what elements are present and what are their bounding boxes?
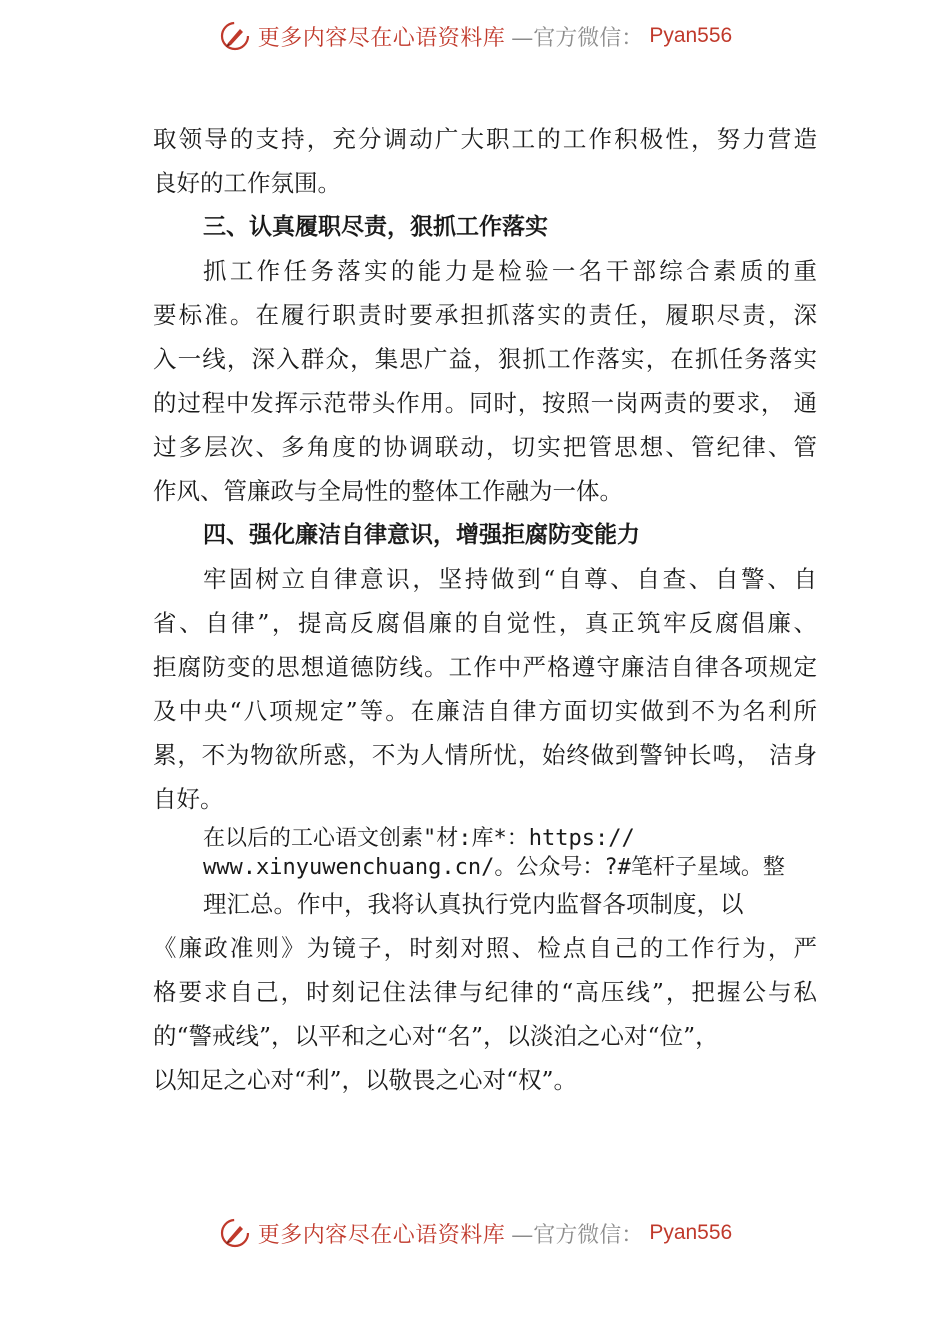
text-line: www.xinyuwenchuang.cn/。公众号：?#笔杆子星域。整 — [203, 855, 785, 880]
document-body — [153, 117, 817, 1102]
text-line: 入一线，深入群众，集思广益，狠抓工作落实，在抓任务落实 — [153, 345, 817, 373]
text-line: 格要求自己，时刻记住法律与纪律的“高压线”，把握公与私 — [153, 978, 817, 1006]
footer-banner — [0, 1213, 950, 1253]
text-line: 以知足之心对“利”，以敬畏之心对“权”。 — [153, 1066, 578, 1094]
text-line: 省、自律”，提高反腐倡廉的自觉性，真正筑牢反腐倡廉、 — [153, 609, 817, 637]
section-heading: 三、认真履职尽责，狠抓工作落实 — [203, 214, 548, 240]
banner-wechat-id: Pyan556 — [649, 1221, 733, 1244]
banner-wechat-label: —官方微信： — [511, 25, 644, 51]
banner-wechat-id: Pyan556 — [649, 24, 733, 47]
text-line: 取领导的支持，充分调动广大职工的工作积极性，努力营造 — [153, 125, 817, 153]
text-line: 要标准。在履行职责时要承担抓落实的责任，履职尽责，深 — [153, 301, 817, 329]
text-line: 抓工作任务落实的能力是检验一名干部综合素质的重 — [203, 257, 817, 285]
banner-wechat-label: —官方微信： — [511, 1222, 644, 1248]
header-banner — [0, 16, 950, 56]
pen-logo-icon — [218, 1216, 252, 1250]
pen-logo-icon — [218, 19, 252, 53]
banner-title: 更多内容尽在心语资料库 — [257, 25, 506, 51]
text-line: 自好。 — [153, 785, 224, 813]
text-line: 过多层次、多角度的协调联动，切实把管思想、管纪律、管 — [153, 433, 817, 461]
text-line: 《廉政准则》为镜子，时刻对照、检点自己的工作行为，严 — [153, 934, 817, 962]
text-line: 良好的工作氛围。 — [153, 169, 341, 197]
text-line: 的过程中发挥示范带头作用。同时，按照一岗两责的要求， 通 — [153, 389, 817, 417]
text-line: 理汇总。作中，我将认真执行党内监督各项制度，以 — [203, 890, 744, 918]
text-line: 的“警戒线”，以平和之心对“名”，以淡泊之心对“位”， — [153, 1022, 719, 1050]
banner-title: 更多内容尽在心语资料库 — [257, 1222, 506, 1248]
text-line: 在以后的工心语文创素"材:库*：https:// — [203, 826, 635, 851]
section-heading: 四、强化廉洁自律意识，增强拒腐防变能力 — [203, 522, 640, 548]
text-line: 拒腐防变的思想道德防线。工作中严格遵守廉洁自律各项规定 — [153, 653, 817, 681]
text-line: 及中央“八项规定”等。在廉洁自律方面切实做到不为名利所 — [153, 697, 817, 725]
text-line: 牢固树立自律意识，坚持做到“自尊、自查、自警、自 — [203, 565, 817, 593]
text-line: 累，不为物欲所惑，不为人情所忧，始终做到警钟长鸣， 洁身 — [153, 741, 817, 769]
text-line: 作风、管廉政与全局性的整体工作融为一体。 — [153, 477, 623, 505]
